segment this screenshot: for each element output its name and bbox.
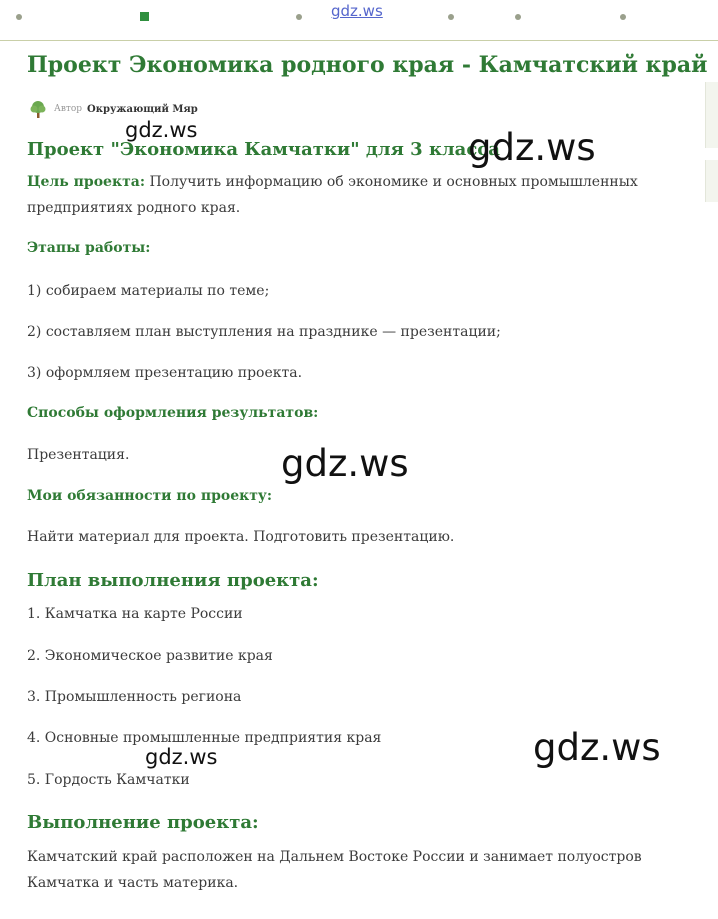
watermark: gdz.ws <box>281 442 409 485</box>
nav-dot-icon <box>16 14 22 20</box>
nav-dot-icon <box>296 14 302 20</box>
goal-text: Получить информацию об экономике и основных промышленных предприятиях родного края. <box>27 174 638 216</box>
sidebar-edge <box>705 82 718 148</box>
plan-item: 3. Промышленность региона <box>27 689 242 705</box>
sidebar-edge <box>705 160 718 202</box>
author-name-link[interactable]: Окружающий Мяр <box>87 103 198 115</box>
duties-label: Мои обязанности по проекту: <box>27 488 273 504</box>
watermark: gdz.ws <box>533 726 661 769</box>
project-subtitle: Проект "Экономика Камчатки" для 3 класса <box>27 139 500 160</box>
plan-item: 2. Экономическое развитие края <box>27 648 273 664</box>
nav-dot-icon <box>448 14 454 20</box>
tree-icon <box>28 99 48 119</box>
watermark-link-top[interactable]: gdz.ws <box>331 2 383 20</box>
watermark: gdz.ws <box>468 126 596 169</box>
execution-heading: Выполнение проекта: <box>27 812 259 833</box>
goal-label: Цель проекта: <box>27 174 145 190</box>
results-label: Способы оформления результатов: <box>27 405 319 421</box>
plan-item: 4. Основные промышленные предприятия края <box>27 730 382 746</box>
goal-paragraph <box>27 169 647 221</box>
watermark: gdz.ws <box>125 118 198 142</box>
article-title: Проект Экономика родного края - Камчатский край <box>27 52 708 78</box>
duties-text: Найти материал для проекта. Подготовить презентацию. <box>27 529 455 545</box>
plan-heading: План выполнения проекта: <box>27 570 319 591</box>
nav-dot-icon <box>620 14 626 20</box>
stage-item: 2) составляем план выступления на празднике — презентации; <box>27 324 501 340</box>
results-text: Презентация. <box>27 447 130 463</box>
execution-text: Камчатский край расположен на Дальнем Востоке России и занимает полуостров Камчатка и часть материка. <box>27 849 642 891</box>
author-line <box>28 98 198 120</box>
nav-dot-icon <box>515 14 521 20</box>
stage-item: 1) собираем материалы по теме; <box>27 283 270 299</box>
plan-item: 1. Камчатка на карте России <box>27 606 243 622</box>
stages-label: Этапы работы: <box>27 240 151 256</box>
author-label: Автор <box>54 104 83 114</box>
watermark: gdz.ws <box>145 745 218 769</box>
nav-square-icon <box>140 12 149 21</box>
stage-item: 3) оформляем презентацию проекта. <box>27 365 303 381</box>
plan-item: 5. Гордость Камчатки <box>27 772 190 788</box>
